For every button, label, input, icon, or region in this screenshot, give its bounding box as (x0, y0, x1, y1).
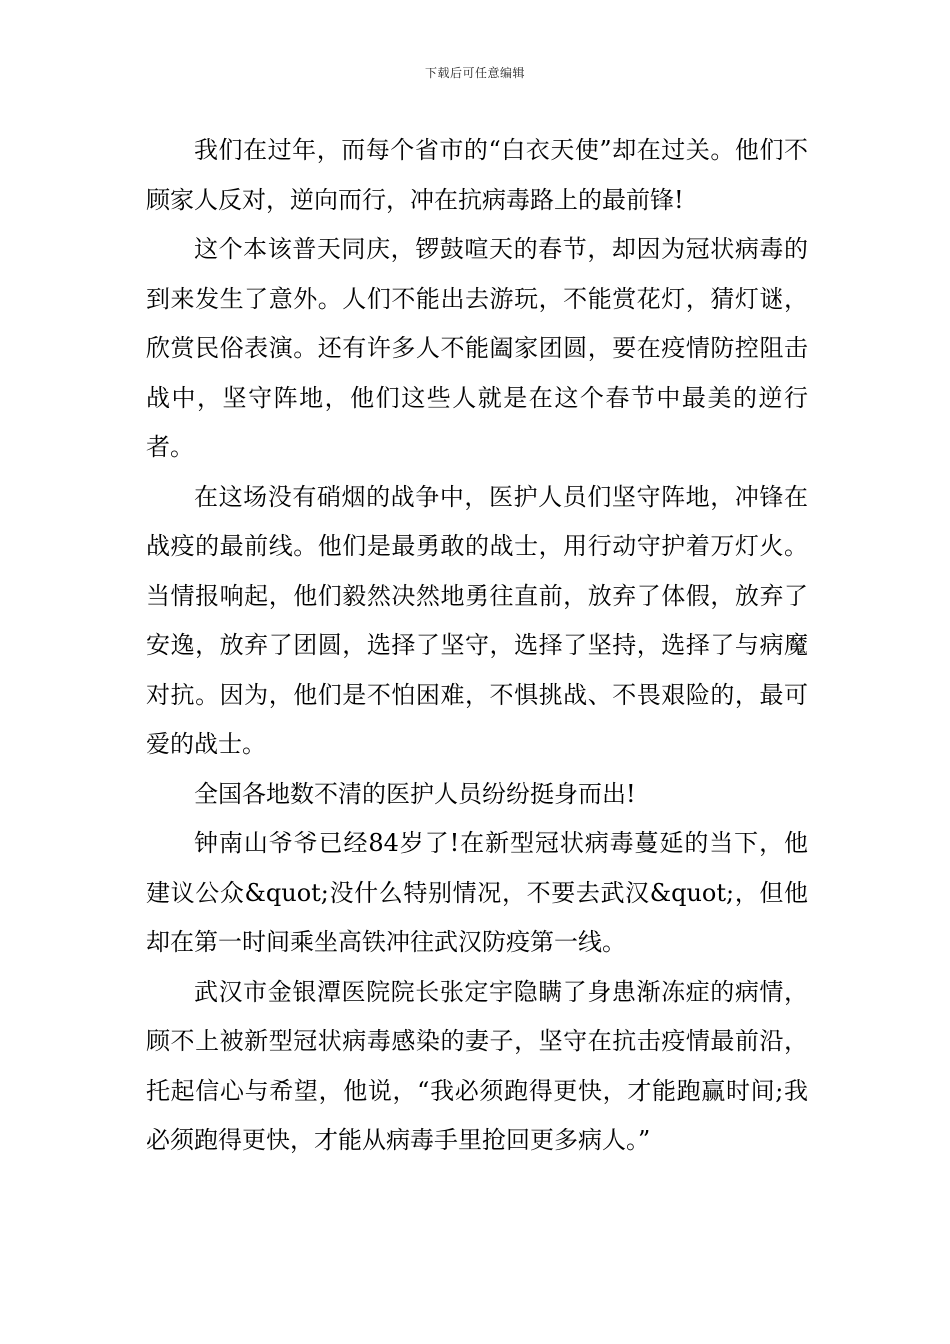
paragraph: 我们在过年，而每个省市的“白衣天使”却在过关。他们不顾家人反对，逆向而行，冲在抗病毒路上的最前锋! (146, 136, 808, 214)
paragraph: 全国各地数不清的医护人员纷纷挺身而出! (194, 779, 636, 808)
paragraph: 钟南山爷爷已经84岁了!在新型冠状病毒蔓延的当下，他建议公众&quot;没什么特别情况，不要去武汉&quot;，但他却在第一时间乘坐高铁冲往武汉防疫第一线。 (146, 829, 808, 956)
paragraph: 在这场没有硝烟的战争中，医护人员们坚守阵地，冲锋在战疫的最前线。他们是最勇敢的战士，用行动守护着万灯火。当情报响起，他们毅然决然地勇往直前，放弃了体假，放弃了安逸，放弃了团圆，选择了坚守，选择了坚持，选择了与病魔对抗。因为，他们是不怕困难，不惧挑战、不畏艰险的，最可爱的战士。 (146, 482, 808, 758)
document-body (146, 126, 808, 1166)
page-header: 下载后可任意编辑 (424, 66, 525, 80)
paragraph: 这个本该普天同庆，锣鼓喧天的春节，却因为冠状病毒的到来发生了意外。人们不能出去游玩，不能赏花灯，猜灯谜，欣赏民俗表演。还有许多人不能阖家团圆，要在疫情防控阻击战中，坚守阵地，他们这些人就是在这个春节中最美的逆行者。 (146, 235, 808, 461)
paragraph: 武汉市金银潭医院院长张定宇隐瞒了身患渐冻症的病情，顾不上被新型冠状病毒感染的妻子，坚守在抗击疫情最前沿，托起信心与希望，他说，“我必须跑得更快，才能跑赢时间;我必须跑得更快，才能从病毒手里抢回更多病人。” (146, 977, 808, 1154)
